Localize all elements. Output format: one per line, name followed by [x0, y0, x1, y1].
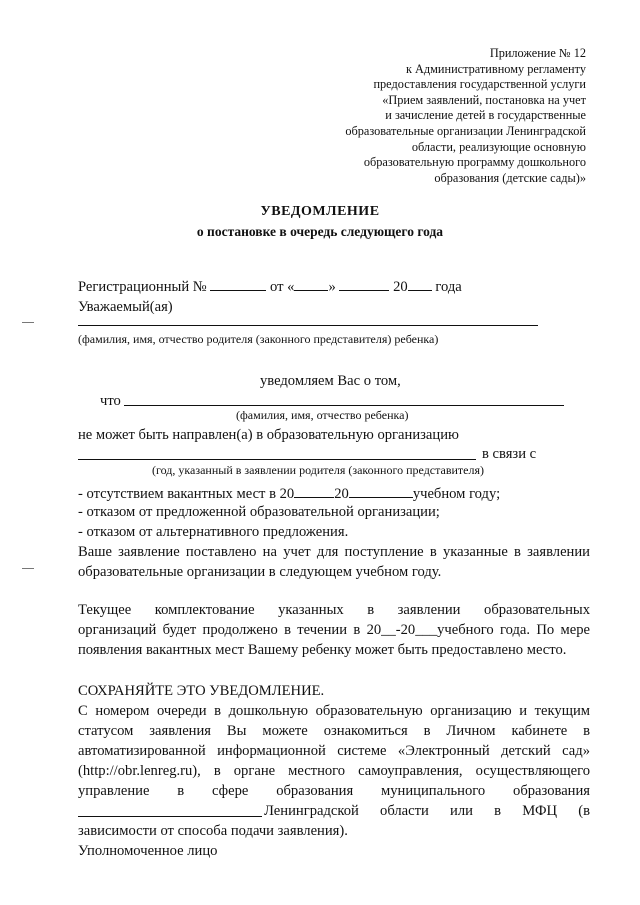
notify-text: уведомляем Вас о том, — [260, 373, 401, 389]
child-name-field[interactable] — [124, 405, 564, 406]
appendix-line: и зачисление детей в государственные — [385, 108, 586, 123]
year-caption: (год, указанный в заявлении родителя (законного представителя) — [152, 463, 484, 477]
paragraph-status-line: статусом заявления Вы можете ознакомиться в Личном кабинете в — [78, 723, 590, 739]
reason-declined-alternative: - отказом от альтернативного предложения. — [78, 524, 349, 540]
paragraph-status-line: управление в сфере образования муниципального образования — [78, 783, 590, 799]
date-close-quote: » — [328, 279, 336, 295]
greeting: Уважаемый(ая) — [78, 299, 173, 315]
paragraph-status-line: Ленинградской области или в МФЦ (в — [264, 803, 590, 819]
date-year-field[interactable] — [408, 276, 432, 291]
date-day-field[interactable] — [294, 276, 328, 291]
appendix-header — [266, 46, 586, 186]
appendix-line: Приложение № 12 — [489, 46, 586, 60]
paragraph-status-line: С номером очереди в дошкольную образовательную организацию и текущим — [78, 703, 590, 719]
paragraph-status-line: зависимости от способа подачи заявления). — [78, 823, 348, 839]
appendix-line: образовательные организации Ленинградской — [345, 123, 586, 138]
parent-name-caption: (фамилия, имя, отчество родителя (законного представителя) ребенка) — [78, 332, 439, 346]
reason-declined-offer: - отказом от предложенной образовательной организации; — [78, 504, 440, 520]
appendix-line: области, реализующие основную — [411, 139, 586, 154]
year-suffix: года — [435, 279, 462, 295]
reason-vacancy-text-b: 20 — [334, 486, 349, 502]
that-label: что — [100, 393, 121, 409]
paragraph-enrollment-line: Текущее комплектование указанных в заявлении образовательных — [78, 602, 590, 618]
child-name-caption: (фамилия, имя, отчество ребенка) — [236, 408, 409, 422]
appendix-line: к Административному регламенту — [405, 61, 586, 76]
keep-notice-heading: СОХРАНЯЙТЕ ЭТО УВЕДОМЛЕНИЕ. — [78, 683, 325, 699]
paragraph-registered-line: образовательные организации в следующем учебном году. — [78, 564, 442, 580]
registration-line — [78, 276, 462, 296]
appendix-line: образования (детские сады)» — [434, 170, 586, 185]
reason-vacancy-text-c: учебном году; — [412, 486, 501, 502]
school-year-start-field[interactable] — [294, 483, 334, 498]
signatory-label: Уполномоченное лицо — [78, 843, 218, 859]
year-prefix: 20 — [393, 279, 408, 295]
appendix-line: предоставления государственной услуги — [373, 77, 586, 92]
registration-number-field[interactable] — [210, 276, 266, 291]
document-title: УВЕДОМЛЕНИЕ — [260, 204, 380, 219]
date-from-label: от « — [270, 279, 295, 295]
school-year-end-field[interactable] — [349, 483, 413, 498]
parent-name-field[interactable] — [78, 325, 538, 326]
registration-label: Регистрационный № — [78, 279, 207, 295]
paragraph-enrollment-line: появления вакантных мест Вашему ребенку может быть предоставлено место. — [78, 642, 567, 658]
year-field[interactable] — [78, 459, 476, 460]
paragraph-enrollment-line: организаций будет продолжено в течении в 20__-20___учебного года. По мере — [78, 622, 590, 638]
cannot-text: не может быть направлен(а) в образовательную организацию — [78, 427, 459, 443]
due-to-text: в связи с — [482, 446, 537, 462]
appendix-line: образовательную программу дошкольного — [363, 155, 586, 170]
scan-mark — [22, 568, 34, 569]
scan-mark — [22, 322, 34, 323]
document-subtitle: о постановке в очередь следующего года — [196, 224, 444, 239]
date-month-field[interactable] — [339, 276, 389, 291]
appendix-line: «Прием заявлений, постановка на учет — [382, 92, 586, 107]
paragraph-status-line: автоматизированной информационной системе «Электронный детский сад» — [78, 743, 590, 759]
paragraph-registered-line: Ваше заявление поставлено на учет для поступление в указанные в заявлении — [78, 544, 590, 560]
reason-vacancy — [78, 483, 500, 503]
municipality-field[interactable] — [78, 816, 262, 817]
paragraph-status-line: (http://obr.lenreg.ru), в органе местного самоуправления, осуществляющего — [78, 763, 590, 779]
reason-vacancy-text-a: - отсутствием вакантных мест в 20 — [78, 486, 295, 502]
